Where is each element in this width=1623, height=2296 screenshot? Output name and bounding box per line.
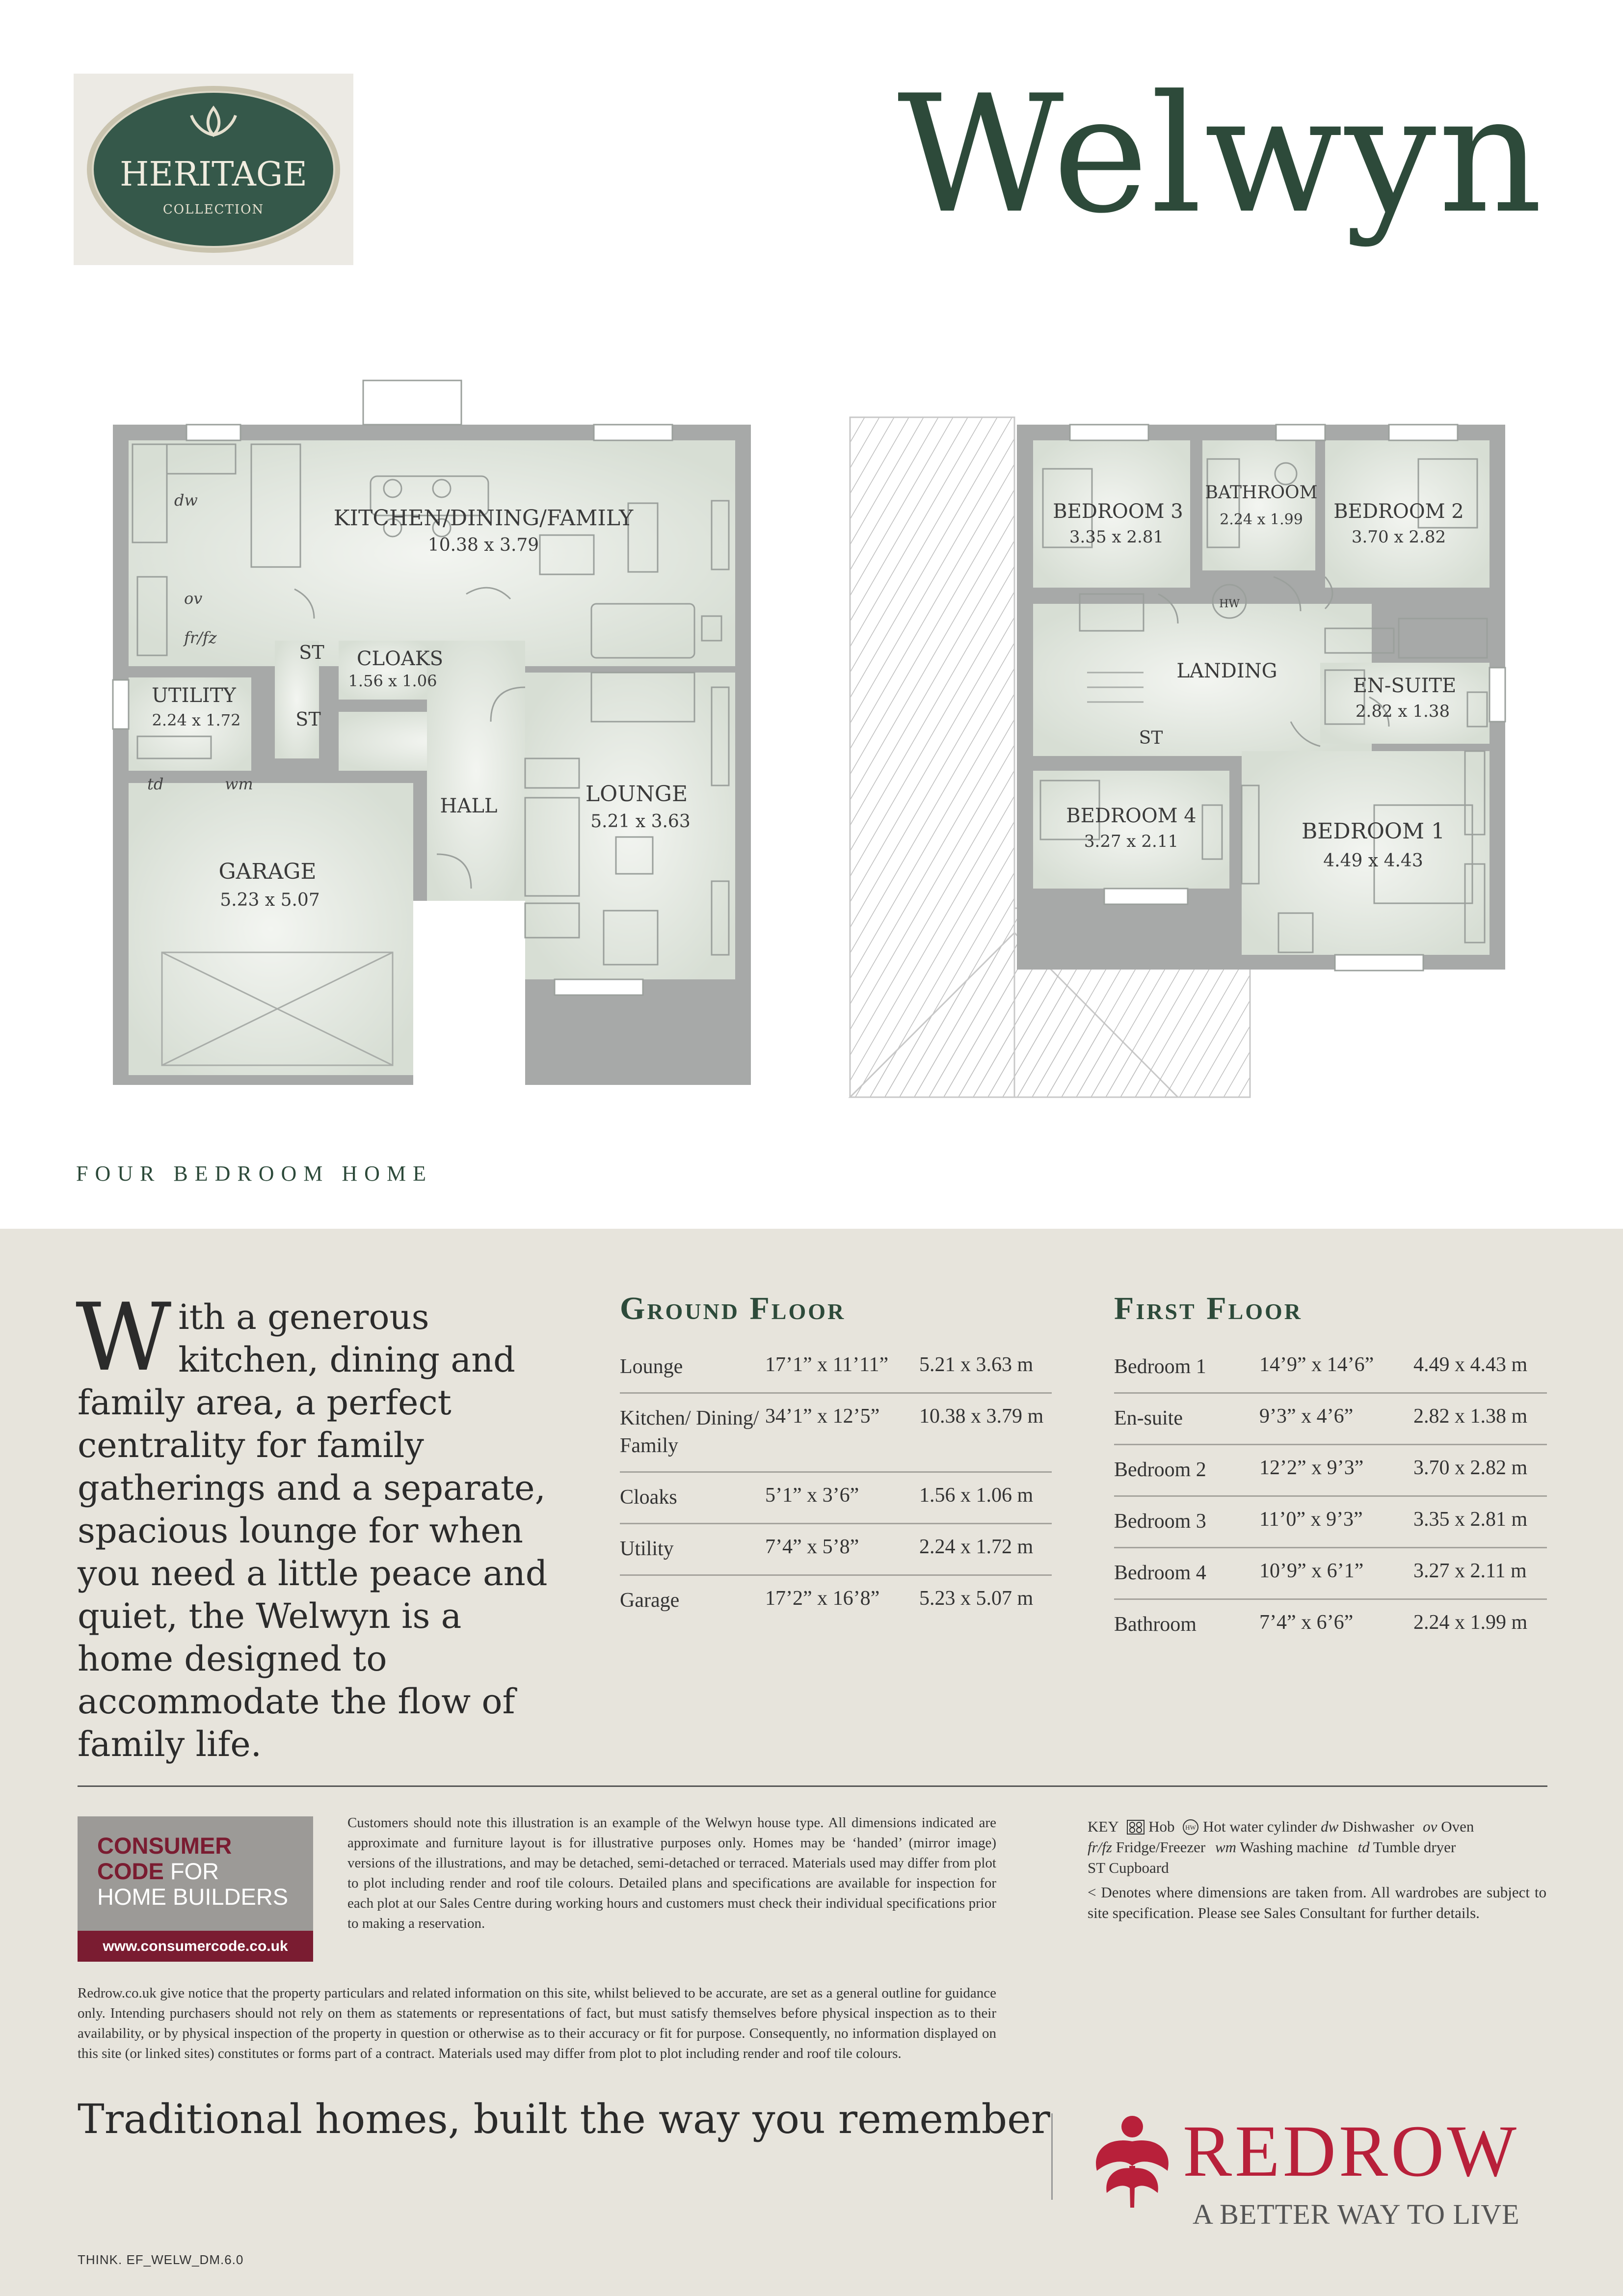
consumer-code-line3: HOME BUILDERS (97, 1884, 289, 1910)
ground-floor-plan (113, 380, 751, 1085)
dimension-room: Bathroom (1114, 1613, 1197, 1636)
key-frfz-abbr: fr/fz (1088, 1838, 1112, 1856)
dimension-metric: 3.27 x 2.11 m (1413, 1548, 1547, 1599)
first-floor-plan (850, 417, 1505, 1097)
dimension-room: Bedroom 4 (1114, 1548, 1259, 1599)
key-dw: Dishwasher (1342, 1818, 1414, 1835)
hot-water-cylinder-icon (1182, 1819, 1199, 1836)
consumer-code-line1: CONSUMER (97, 1833, 232, 1859)
dimension-room: Kitchen/ Dining/ Family (620, 1393, 765, 1472)
room-label: LOUNGE (585, 782, 688, 807)
key-td-abbr: td (1357, 1838, 1370, 1856)
key-dw-abbr: dw (1321, 1818, 1339, 1835)
room-label: ST (299, 642, 324, 663)
ground-floor-heading: Ground Floor (620, 1291, 846, 1326)
dimension-metric: 3.35 x 2.81 m (1413, 1496, 1547, 1548)
consumer-code-line2a: CODE (97, 1858, 164, 1884)
home-type-label: FOUR BEDROOM HOME (76, 1162, 433, 1186)
collection-text: COLLECTION (162, 202, 265, 217)
consumer-code-line2b: FOR (163, 1858, 219, 1884)
dimension-room: Cloaks (620, 1472, 765, 1524)
room-label: ST (295, 708, 321, 730)
dimension-imperial: 17’1” x 11’11” (765, 1342, 919, 1393)
room-label: BATHROOM (1205, 483, 1318, 503)
dimension-row (620, 1524, 1052, 1575)
hw-label: HW (1219, 598, 1240, 610)
intro-paragraph (76, 1283, 549, 1766)
room-label: BEDROOM 4 (1066, 805, 1197, 827)
dimension-row (1114, 1393, 1547, 1445)
room-dims: 2.82 x 1.38 (1355, 702, 1450, 721)
house-title: Welwyn (897, 60, 1544, 249)
dimension-row (620, 1342, 1052, 1393)
dimension-metric: 2.24 x 1.99 m (1413, 1611, 1528, 1634)
ground-floor-table (620, 1342, 1052, 1626)
dimension-imperial: 11’0” x 9’3” (1259, 1496, 1413, 1548)
abbr-label: ov (184, 589, 203, 608)
room-label: HALL (440, 795, 498, 817)
first-floor-table (1114, 1342, 1547, 1650)
key-label: KEY (1088, 1818, 1118, 1835)
room-dims: 5.21 x 3.63 (590, 811, 691, 832)
key-note: < Denotes where dimensions are taken from. All wardrobes are subject to site specification. Please see Sales Consultant for further details. (1088, 1884, 1546, 1921)
room-label: ST (1139, 728, 1163, 748)
dimension-row (1114, 1599, 1547, 1650)
consumer-code-url[interactable]: www.consumercode.co.uk (78, 1931, 313, 1962)
room-label: UTILITY (152, 684, 236, 707)
abbr-label: fr/fz (184, 628, 217, 647)
plan-key (1088, 1816, 1546, 1923)
key-wm-abbr: wm (1215, 1838, 1237, 1856)
room-dims: 4.49 x 4.43 (1323, 851, 1423, 871)
first-floor-section (1114, 1290, 1547, 1650)
drop-cap: W (76, 1283, 172, 1392)
dimension-row (1114, 1342, 1547, 1393)
key-st: ST Cupboard (1088, 1859, 1169, 1876)
key-frfz: Fridge/Freezer (1116, 1838, 1206, 1856)
redrow-tagline: A BETTER WAY TO LIVE (1193, 2198, 1520, 2230)
key-hob: Hob (1148, 1818, 1175, 1835)
dimension-imperial: 5’1” x 3’6” (765, 1472, 919, 1524)
legal-disclaimer: Redrow.co.uk give notice that the property particulars and related information on this site, whilst believed to be accurate, are set as a general outline for guidance only. Intending purchasers should not rely on them as statements or representations of fact, but must satisfy themselves before physical inspection as to their availability, or by physical inspection of the property in question or otherwise as to their accuracy or fit for purpose. Consequently, no information displayed on this site (or linked sites) constitutes or forms part of a contract. Materials used may differ from plot to plot including render and roof tile colours. (78, 1985, 996, 2061)
room-dims: 3.35 x 2.81 (1069, 527, 1164, 547)
consumer-code-logo (78, 1816, 313, 1962)
dimension-row (620, 1575, 1052, 1626)
document-code: THINK. EF_WELW_DM.6.0 (78, 2252, 244, 2267)
tagline: Traditional homes, built the way you remember (78, 2096, 1050, 2143)
dimension-imperial: 9’3” x 4’6” (1259, 1393, 1413, 1445)
dimension-metric: 4.49 x 4.43 m (1413, 1342, 1547, 1393)
abbr-label: td (147, 775, 164, 793)
heritage-text: HERITAGE (120, 155, 307, 194)
redrow-flower-icon (1087, 2112, 1178, 2210)
dimension-room: Lounge (620, 1342, 765, 1393)
dimension-imperial: 17’2” x 16’8” (765, 1587, 880, 1610)
hob-icon (1127, 1820, 1144, 1835)
ground-floor-section (620, 1290, 1052, 1626)
room-label: EN-SUITE (1353, 675, 1457, 697)
dimension-metric: 1.56 x 1.06 m (919, 1472, 1052, 1524)
dimension-imperial: 7’4” x 6’6” (1259, 1611, 1354, 1634)
dimension-row (620, 1472, 1052, 1524)
redrow-name: REDROW (1183, 2110, 1519, 2192)
room-dims: 5.23 x 5.07 (220, 890, 320, 910)
dimension-room: En-suite (1114, 1393, 1259, 1445)
dimension-imperial: 7’4” x 5’8” (765, 1524, 919, 1575)
dimension-metric: 10.38 x 3.79 m (919, 1393, 1052, 1472)
dimension-row (620, 1393, 1052, 1472)
room-dims: 2.24 x 1.72 (152, 711, 241, 729)
first-floor-heading: First Floor (1114, 1291, 1303, 1326)
vertical-divider (1051, 2113, 1053, 2200)
dimension-imperial: 34’1” x 12’5” (765, 1393, 919, 1472)
abbr-label: wm (225, 775, 253, 793)
dimension-imperial: 10’9” x 6’1” (1259, 1548, 1413, 1599)
room-label: BEDROOM 3 (1053, 500, 1183, 523)
illustration-disclaimer: Customers should note this illustration is an example of the Welwyn house type. All dimensions indicated are approximate and furniture layout is for illustrative purposes only. Homes may be ‘handed’ (mirror image) versions of the illustrations, and may be detached, semi-detached or terraced. Materials used may differ from plot to plot including render and roof tile colours. Detailed plans and specifications are available for inspection for each plot at our Sales Centre during working hours and customers must check their individual specifications prior to making a reservation. (347, 1815, 996, 1931)
room-label: GARAGE (218, 859, 317, 884)
key-hw: Hot water cylinder (1202, 1818, 1317, 1835)
dimension-room: Bedroom 3 (1114, 1496, 1259, 1548)
key-wm: Washing machine (1240, 1838, 1348, 1856)
key-td: Tumble dryer (1373, 1838, 1456, 1856)
abbr-label: dw (174, 491, 198, 510)
dimension-room: Bedroom 1 (1114, 1342, 1259, 1393)
dimension-metric: 5.21 x 3.63 m (919, 1342, 1052, 1393)
room-dims: 10.38 x 3.79 (427, 535, 539, 555)
dimension-imperial: 14’9” x 14’6” (1259, 1342, 1413, 1393)
dimension-room: Utility (620, 1524, 765, 1575)
dimension-row (1114, 1496, 1547, 1548)
dimension-metric: 3.70 x 2.82 m (1413, 1445, 1547, 1496)
room-label: BEDROOM 1 (1301, 819, 1445, 844)
dimension-metric: 2.24 x 1.72 m (919, 1524, 1052, 1575)
room-label: LANDING (1176, 660, 1277, 682)
room-dims: 2.24 x 1.99 (1220, 511, 1303, 528)
room-dims: 3.70 x 2.82 (1351, 527, 1446, 547)
room-label: KITCHEN/DINING/FAMILY (333, 506, 634, 531)
room-label: CLOAKS (356, 648, 444, 670)
key-ov: Oven (1441, 1818, 1474, 1835)
section-divider (78, 1785, 1547, 1787)
dimension-row (1114, 1445, 1547, 1496)
intro-text: ith a generous kitchen, dining and family area, a perfect centrality for family gatherings and a separate, spacious lounge for when you need a little peace and quiet, the Welwyn is a home designed to accommodate the flow of family life. (78, 1297, 548, 1764)
dimension-imperial: 12’2” x 9’3” (1259, 1445, 1413, 1496)
key-ov-abbr: ov (1423, 1818, 1437, 1835)
floor-plans (0, 0, 1623, 1129)
room-dims: 1.56 x 1.06 (348, 672, 437, 690)
dimension-room: Garage (620, 1589, 680, 1612)
svg-text:HW: HW (1185, 1824, 1197, 1831)
dimension-room: Bedroom 2 (1114, 1445, 1259, 1496)
room-label: BEDROOM 2 (1333, 500, 1464, 523)
dimension-row (1114, 1548, 1547, 1599)
dimension-metric: 5.23 x 5.07 m (919, 1587, 1034, 1610)
room-dims: 3.27 x 2.11 (1084, 832, 1179, 851)
dimension-metric: 2.82 x 1.38 m (1413, 1393, 1547, 1445)
redrow-logo (1087, 2112, 1548, 2230)
